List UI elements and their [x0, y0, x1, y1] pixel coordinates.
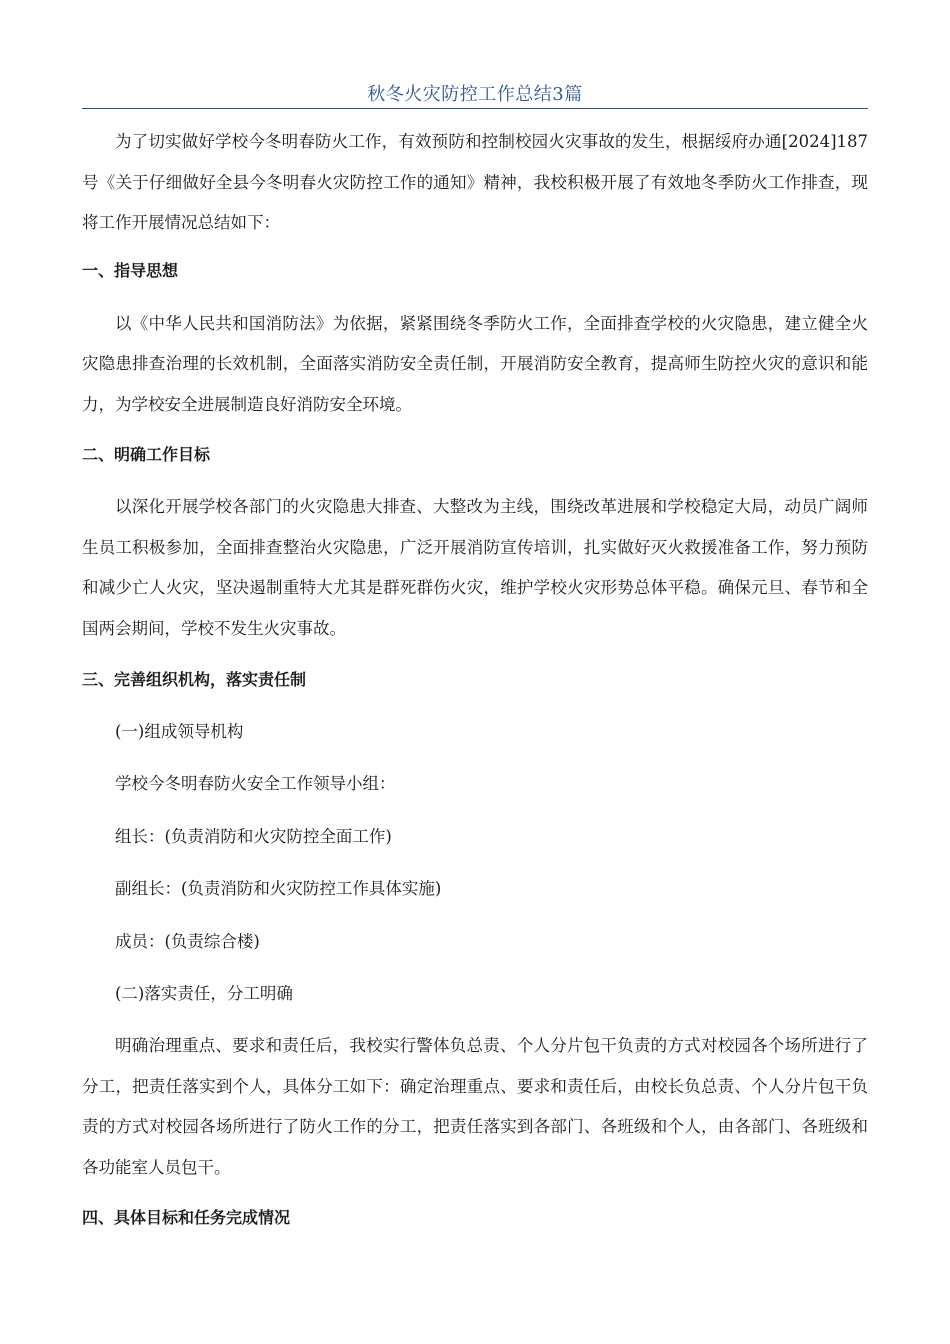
- title-underline: [82, 108, 868, 109]
- intro-paragraph: 为了切实做好学校今冬明春防火工作，有效预防和控制校园火灾事故的发生，根据绥府办通[2024]187号《关于仔细做好全县今冬明春火灾防控工作的通知》精神，我校积极开展了有效地冬季防火工作排查，现将工作开展情况总结如下：: [82, 132, 868, 232]
- section2-heading: 二、明确工作目标: [82, 445, 211, 464]
- section3-leader: 组长：(负责消防和火灾防控全面工作): [115, 827, 392, 846]
- document-title: 秋冬火灾防控工作总结3篇: [367, 84, 583, 105]
- section1-heading: 一、指导思想: [82, 260, 179, 280]
- section4-heading: 四、具体目标和任务完成情况: [82, 1208, 291, 1227]
- section3-sub1: (一)组成领导机构: [115, 722, 244, 741]
- section3-sub2: (二)落实责任，分工明确: [115, 984, 293, 1003]
- section1-body: 以《中华人民共和国消防法》为依据，紧紧围绕冬季防火工作，全面排查学校的火灾隐患，建立健全火灾隐患排查治理的长效机制，全面落实消防安全责任制，开展消防安全教育，提高师生防控火灾的意识和能力，为学校安全进展制造良好消防安全环境。: [82, 313, 868, 414]
- section2-body: 以深化开展学校各部门的火灾隐患大排查、大整改为主线，围绕改革进展和学校稳定大局，动员广阔师生员工积极参加，全面排查整治火灾隐患，广泛开展消防宣传培训，扎实做好灭火救援准备工作，努力预防和减少亡人火灾，坚决遏制重特大尤其是群死群伤火灾，维护学校火灾形势总体平稳。确保元旦、春节和全国两会期间，学校不发生火灾事故。: [82, 497, 868, 638]
- section3-heading: 三、完善组织机构，落实责任制: [82, 670, 307, 689]
- section3-member: 成员：(负责综合楼): [115, 932, 260, 951]
- section3-deputy: 副组长：(负责消防和火灾防控工作具体实施): [115, 879, 442, 898]
- section3-group-title: 学校今冬明春防火安全工作领导小组：: [115, 774, 396, 793]
- section3-body: 明确治理重点、要求和责任后，我校实行警体负总责、个人分片包干负责的方式对校园各个场所进行了分工，把责任落实到个人，具体分工如下：确定治理重点、要求和责任后，由校长负总责、个人分片包干负责的方式对校园各场所进行了防火工作的分工，把责任落实到各部门、各班级和个人，由各部门、各班级和各功能室人员包干。: [82, 1036, 868, 1177]
- document-page: [82, 0, 868, 1232]
